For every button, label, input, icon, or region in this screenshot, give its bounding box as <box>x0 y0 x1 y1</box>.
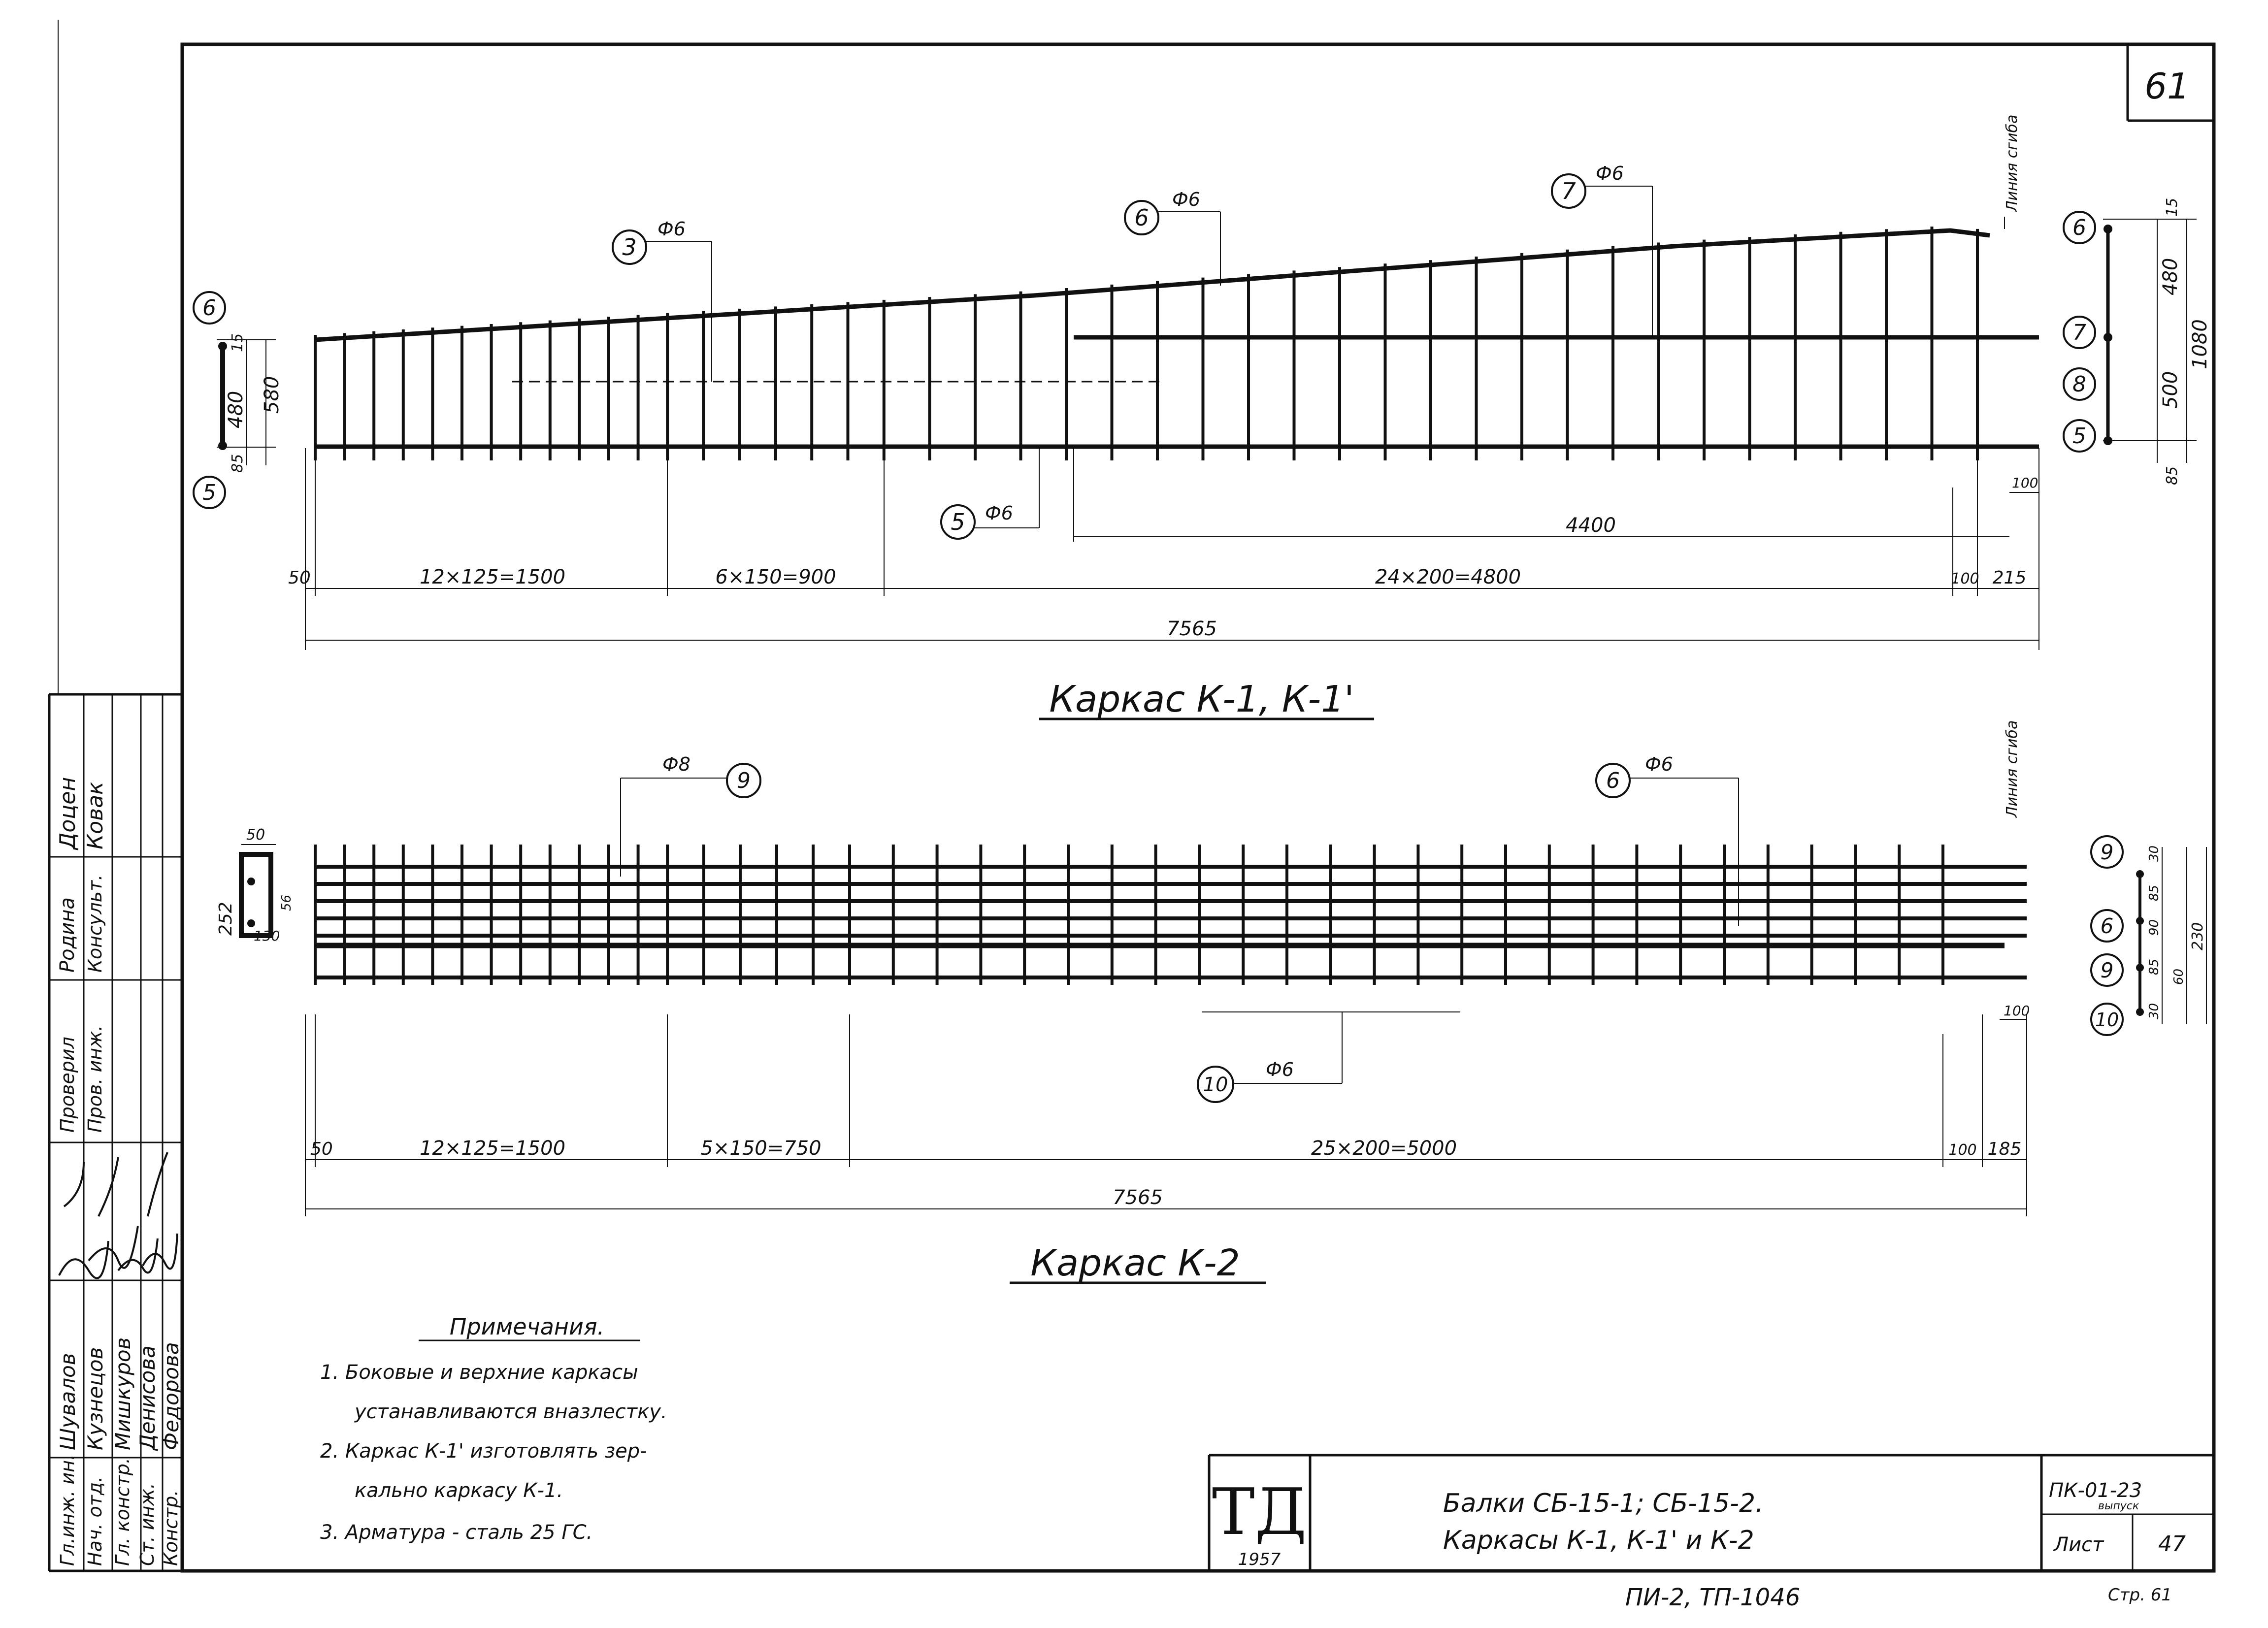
k1-right-dim-480: 480 <box>2159 258 2182 295</box>
k1-right-label-8: 8 <box>2072 372 2086 397</box>
stamp-sheet-number: 47 <box>2158 1531 2186 1557</box>
k1-stirrups <box>315 227 1977 460</box>
k2-dim-total: 7565 <box>1113 1186 1163 1209</box>
svg-text:Ф6: Ф6 <box>1266 1059 1294 1080</box>
k2-dim-100: 100 <box>1948 1141 1977 1159</box>
k2-left-dim-130: 130 <box>254 928 280 944</box>
k2-right-label-9b: 9 <box>2100 958 2114 982</box>
k2-right-label-6: 6 <box>2100 914 2114 938</box>
logo: ТД <box>1212 1474 1307 1549</box>
k2-bend-line: Линия сгиба <box>2004 720 2021 817</box>
k1-bend-line: Линия сгиба <box>2004 114 2021 212</box>
k2-dimensions <box>305 1003 2030 1216</box>
project-code: ПИ-2, ТП-1046 <box>1625 1584 1801 1611</box>
k1-left-dim-15: 15 <box>229 333 246 352</box>
k2-right-label-10: 10 <box>2095 1009 2119 1031</box>
k1-callout-5 <box>941 447 1039 539</box>
signature-block <box>49 694 183 1571</box>
k2-right-dim-85b: 85 <box>2147 958 2162 975</box>
sig-name-3: Мишкуров <box>111 1337 135 1450</box>
k1-callout-3 <box>613 218 712 382</box>
checked-signature: Доцен <box>55 777 80 849</box>
k1-left-section <box>194 292 283 508</box>
prov-label: Пров. инж. <box>84 1025 106 1133</box>
stamp-title-2: Каркасы К-1, К-1' и К-2 <box>1443 1526 1754 1555</box>
k1-dim-50: 50 <box>288 568 311 588</box>
stamp-code: ПК-01-23 <box>2049 1479 2142 1502</box>
k1-right-section <box>2064 198 2211 485</box>
stamp-sheet-label: Лист <box>2054 1533 2104 1556</box>
title-block <box>1209 1455 2214 1611</box>
svg-text:6: 6 <box>1606 768 1620 793</box>
k1-dim-4800: 24×200=4800 <box>1375 566 1521 588</box>
k1-right-dim-1080: 1080 <box>2189 319 2211 369</box>
k2-right-dim-85a: 85 <box>2147 884 2162 901</box>
k2-dim-1500: 12×125=1500 <box>419 1137 566 1160</box>
k2-dim-50: 50 <box>310 1139 333 1159</box>
k1-dim-215: 215 <box>1992 568 2027 588</box>
svg-text:Ф6: Ф6 <box>985 502 1013 524</box>
k1-callout-6 <box>1125 189 1220 286</box>
k1-right-label-7: 7 <box>2072 320 2086 345</box>
k2-callout-10 <box>1198 1012 1460 1102</box>
k2-right-section <box>2091 836 2206 1035</box>
k2-right-dim-30-top: 30 <box>2147 845 2162 862</box>
k1-dim-100: 100 <box>1951 570 1979 587</box>
k1-right-dim-500: 500 <box>2159 371 2182 409</box>
svg-text:3: 3 <box>622 234 637 260</box>
k1-right-label-6: 6 <box>2072 215 2086 240</box>
k2-left-dim-252: 252 <box>216 902 236 936</box>
k1-dim-900: 6×150=900 <box>715 566 836 588</box>
k2-left-dim-50: 50 <box>246 826 265 844</box>
svg-text:6: 6 <box>1134 204 1149 231</box>
note-line-5: 3. Арматура - сталь 25 ГС. <box>320 1521 593 1544</box>
sig-role-2: Нач. отд. <box>84 1476 106 1566</box>
svg-text:7: 7 <box>1561 178 1576 204</box>
page-number-box <box>2128 44 2214 121</box>
consultant-signature: Ковак <box>83 781 108 849</box>
k1-dim-4400: 4400 <box>1566 514 1616 537</box>
svg-text:5: 5 <box>951 509 965 535</box>
note-line-4: кально каркасу К-1. <box>355 1479 563 1502</box>
k1-dim-total: 7565 <box>1167 618 1217 640</box>
k1-dim-1500: 12×125=1500 <box>419 566 566 588</box>
frame-k1-drawing <box>194 115 2211 720</box>
checked-label: Проверил <box>57 1037 78 1133</box>
k2-left-section <box>216 826 294 944</box>
svg-text:Ф6: Ф6 <box>1596 163 1624 184</box>
svg-text:Ф6: Ф6 <box>1645 753 1673 775</box>
k2-dim-750: 5×150=750 <box>700 1137 822 1160</box>
k2-dim-185: 185 <box>1987 1139 2022 1159</box>
k1-left-label-bottom: 5 <box>202 480 216 505</box>
sig-role-4: Ст. инж. <box>136 1483 158 1566</box>
svg-text:Ф6: Ф6 <box>657 218 686 240</box>
sheet-frame <box>49 20 2214 1571</box>
sig-role-5: Констр. <box>160 1490 182 1566</box>
stamp-code-sub: выпуск <box>2098 1500 2139 1512</box>
k1-dimensions <box>288 448 2039 650</box>
svg-text:Ф6: Ф6 <box>1172 189 1200 210</box>
stamp-title-1: Балки СБ-15-1; СБ-15-2. <box>1443 1489 1764 1518</box>
frame-k2-drawing <box>216 720 2206 1284</box>
page-number: 61 <box>2144 65 2190 107</box>
sig-name-1: Шувалов <box>56 1353 80 1450</box>
k1-right-dim-15: 15 <box>2164 197 2181 217</box>
k2-left-dim-56: 56 <box>279 894 294 911</box>
notes-title: Примечания. <box>449 1313 605 1340</box>
k2-right-dim-90: 90 <box>2147 919 2162 936</box>
note-line-2: устанавливаются вназлестку. <box>355 1400 667 1423</box>
k1-dim-100-top: 100 <box>2012 475 2038 491</box>
k1-left-dim-480: 480 <box>225 391 247 428</box>
k2-right-label-9a: 9 <box>2100 840 2114 864</box>
svg-text:9: 9 <box>737 768 751 793</box>
svg-text:10: 10 <box>1203 1074 1228 1096</box>
k1-right-dim-85: 85 <box>2164 466 2181 485</box>
k2-dim-5000: 25×200=5000 <box>1311 1137 1457 1160</box>
k1-left-label-top: 6 <box>202 295 216 321</box>
checked-name: Родина <box>56 897 79 973</box>
sig-role-3: Гл. констр. <box>112 1458 133 1566</box>
note-line-1: 1. Боковые и верхние каркасы <box>320 1361 638 1384</box>
sig-role-1: Гл.инж. ин. <box>57 1454 78 1566</box>
consultant-label: Консульт. <box>84 874 106 973</box>
k2-right-dim-230: 230 <box>2189 922 2206 950</box>
stamp-year: 1957 <box>1238 1550 1281 1569</box>
svg-text:Ф8: Ф8 <box>662 753 690 775</box>
sig-name-4: Денисова <box>135 1345 160 1450</box>
k1-title: Каркас К-1, К-1' <box>1049 678 1354 720</box>
sig-name-2: Кузнецов <box>83 1347 107 1450</box>
k2-dim-100-top: 100 <box>2004 1003 2030 1019</box>
k2-right-dim-30-bottom: 30 <box>2147 1003 2162 1019</box>
k1-right-label-5: 5 <box>2072 423 2086 449</box>
sig-name-5: Федорова <box>159 1342 183 1450</box>
k2-right-dim-60: 60 <box>2171 968 2186 985</box>
k2-title: Каркас К-2 <box>1030 1242 1240 1284</box>
signature-scribbles <box>59 1152 177 1278</box>
page-bottom: Стр. 61 <box>2108 1585 2172 1605</box>
notes <box>320 1313 667 1544</box>
k1-left-dim-580: 580 <box>261 376 283 414</box>
k1-left-dim-85: 85 <box>229 454 246 473</box>
note-line-3: 2. Каркас К-1' изготовлять зер- <box>320 1440 647 1463</box>
k2-longitudinal-bars <box>315 867 2027 977</box>
